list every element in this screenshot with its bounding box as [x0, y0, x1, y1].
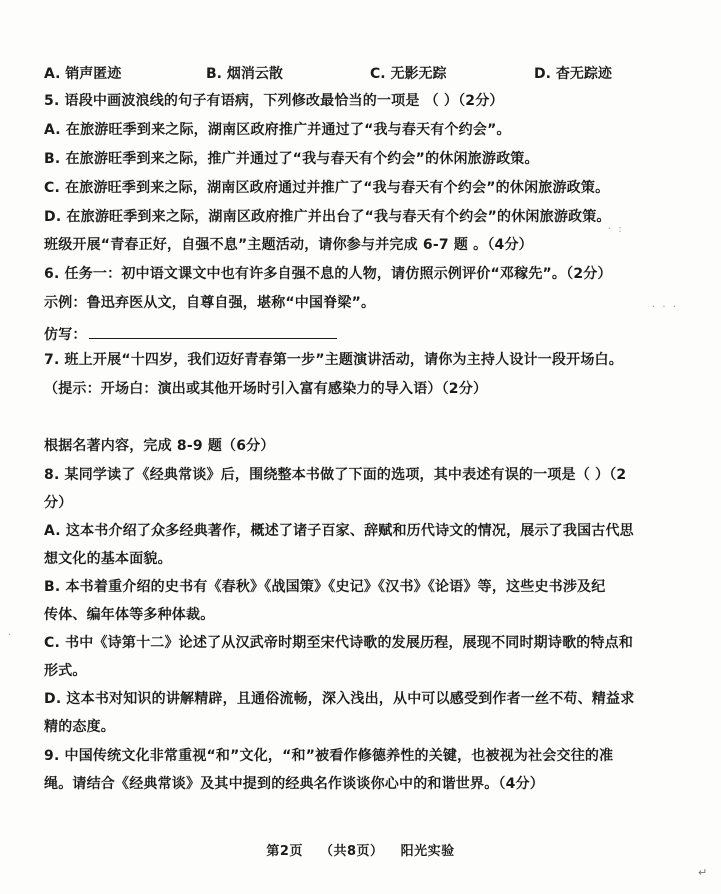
footer-school: 阳光实验 [400, 844, 455, 859]
q8-stem-line-1: 8. 某同学读了《经典常谈》后，围绕整本书做了下面的选项，其中表述有误的一项是（ ）（2 [44, 467, 627, 483]
q5-stem: 5. 语段中画波浪线的句子有语病，下列修改最恰当的一项是 （ ）（2分） [44, 93, 504, 109]
q7-hint: （提示：开场白：演出或其他开场时引入富有感染力的导入语）（2分） [44, 381, 488, 397]
q6-example: 示例：鲁迅弃医从文，自尊自强，堪称“中国脊梁”。 [44, 295, 376, 311]
activity-intro: 班级开展“青春正好，自强不息”主题活动，请你参与并完成 6-7 题 。（4分） [44, 237, 533, 253]
q8-option-a-line-1[interactable]: A. 这本书介绍了众多经典著作，概述了诸子百家、辞赋和历代诗文的情况，展示了我国古代思 [44, 523, 634, 539]
q8-option-c-line-2[interactable]: 形式。 [44, 663, 87, 679]
page-footer [0, 840, 721, 859]
q8-option-b-line-1[interactable]: B. 本书着重介绍的史书有《春秋》《战国策》《史记》《汉书》《论语》等，这些史书涉及纪 [44, 579, 606, 595]
q5-option-d[interactable]: D. 在旅游旺季到来之际，湖南区政府推广并出台了“我与春天有个约会”的休闲旅游政策。 [44, 209, 611, 225]
q6-answer-blank[interactable] [89, 324, 337, 339]
q8-option-a-line-2[interactable]: 想文化的基本面貌。 [44, 551, 172, 567]
q6-stem: 6. 任务一：初中语文课文中也有许多自强不息的人物，请仿照示例评价“邓稼先”。（2分） [44, 266, 612, 282]
q9-line-2: 绳。请结合《经典常谈》及其中提到的经典名作谈谈你心中的和谐世界。（4分） [44, 776, 544, 792]
scan-speck: · · · [652, 302, 678, 313]
q5-option-b[interactable]: B. 在旅游旺季到来之际，推广并通过了“我与春天有个约会”的休闲旅游政策。 [44, 151, 539, 167]
q5-option-c[interactable]: C. 在旅游旺季到来之际，湖南区政府通过并推广了“我与春天有个约会”的休闲旅游政策。 [44, 180, 610, 196]
q4-option-a[interactable]: A. 销声匿迹 [44, 66, 122, 82]
q8-option-c-line-1[interactable]: C. 书中《诗第十二》论述了从汉武帝时期至宋代诗歌的发展历程，展现不同时期诗歌的特点和 [44, 635, 634, 651]
q5-option-a[interactable]: A. 在旅游旺季到来之际，湖南区政府推广并通过了“我与春天有个约会”。 [44, 122, 511, 138]
q4-option-c[interactable]: C. 无影无踪 [370, 66, 447, 82]
q6-imitate-label: 仿写： [44, 327, 87, 343]
book-section-intro: 根据名著内容，完成 8-9 题（6分） [44, 438, 275, 454]
scan-speck: · [8, 630, 14, 641]
q4-option-b[interactable]: B. 烟消云散 [206, 66, 283, 82]
q8-option-b-line-2[interactable]: 传体、编年体等多种体裁。 [44, 607, 215, 623]
footer-page-number: 第2页 [266, 844, 303, 859]
q7-stem: 7. 班上开展“十四岁，我们迈好青春第一步”主题演讲活动，请你为主持人设计一段开场白。 [44, 352, 623, 368]
q4-options-row [44, 63, 684, 83]
q8-stem-line-2: 分） [44, 495, 73, 511]
scan-speck: · : [608, 224, 624, 235]
q8-option-d-line-1[interactable]: D. 这本书对知识的讲解精辟，且通俗流畅，深入浅出，从中可以感受到作者一丝不苟、精益求 [44, 691, 635, 707]
q9-line-1: 9. 中国传统文化非常重视“和”文化，“和”被看作修德养性的关键，也被视为社会交往的准 [44, 748, 614, 764]
q4-option-d[interactable]: D. 杳无踪迹 [534, 66, 612, 82]
q6-imitate-row [44, 324, 337, 344]
return-mark-icon: ↵ [698, 866, 708, 879]
footer-total-pages: （共8页） [319, 844, 384, 859]
q8-option-d-line-2[interactable]: 精的态度。 [44, 719, 115, 735]
